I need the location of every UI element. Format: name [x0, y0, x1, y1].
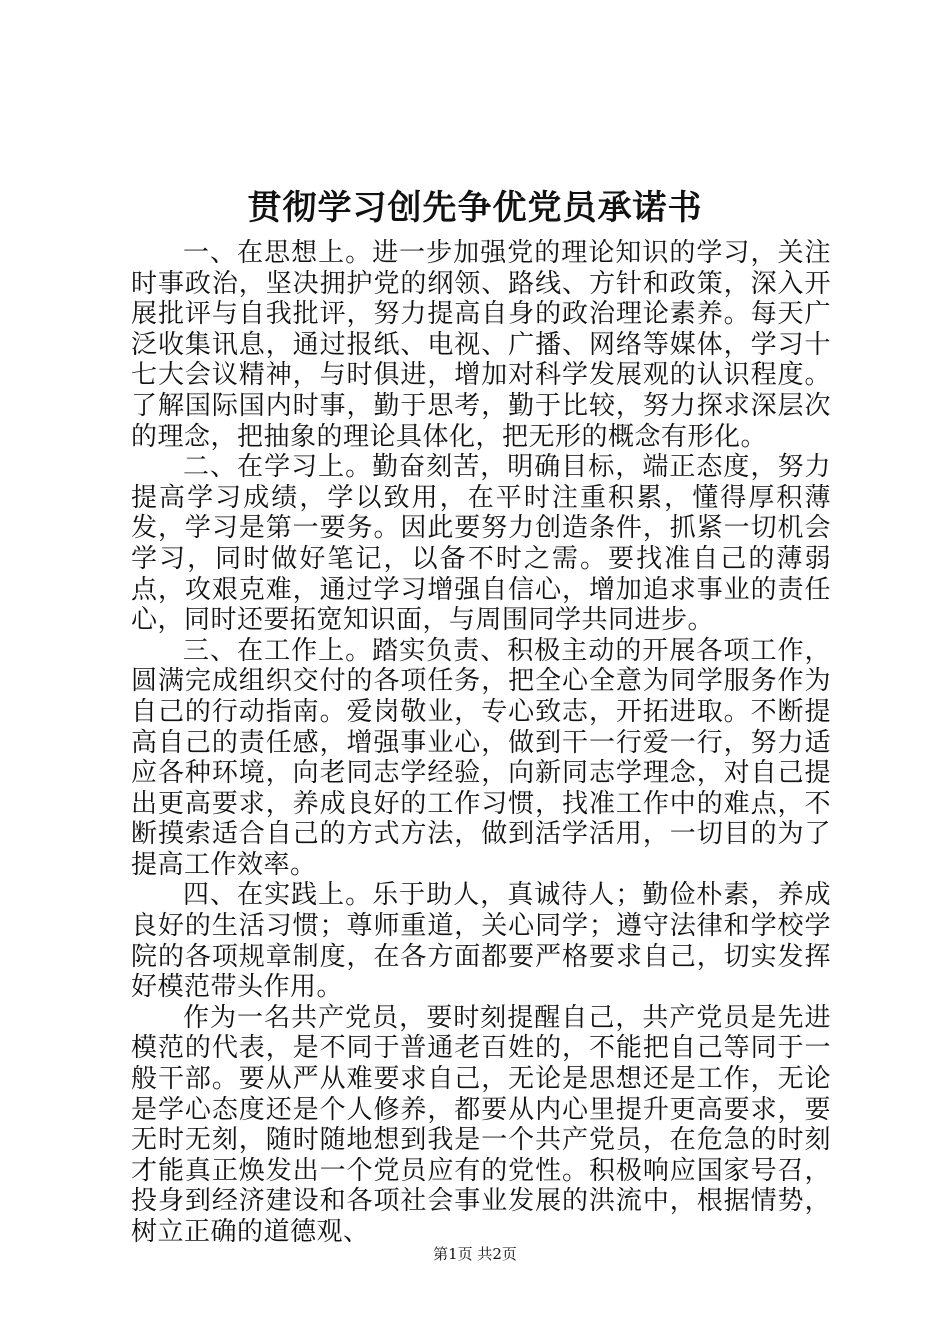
paragraph-thinking: 一、在思想上。进一步加强党的理论知识的学习，关注时事政治，坚决拥护党的纲领、路线、方针和政策，深入开展批评与自我批评，努力提高自身的政治理论素养。每天广泛收集讯息，通过报纸、电视、广播、网络等媒体，学习十七大会议精神，与时俱进，增加对科学发展观的认识程度。了解国际国内时事，勤于思考，勤于比较，努力探求深层次的理念，把抽象的理论具体化，把无形的概念有形化。: [131, 238, 831, 452]
page-footer: 第1页 共2页: [433, 1245, 517, 1263]
page-title: 贯彻学习创先争优党员承诺书: [247, 188, 703, 228]
paragraph-practice: 四、在实践上。乐于助人，真诚待人；勤俭朴素，养成良好的生活习惯；尊师重道，关心同学；遵守法律和学校学院的各项规章制度，在各方面都要严格要求自己，切实发挥好模范带头作用。: [131, 880, 831, 1003]
paragraph-work: 三、在工作上。踏实负责、积极主动的开展各项工作，圆满完成组织交付的各项任务，把全心全意为同学服务作为自己的行动指南。爱岗敬业，专心致志，开拓进取。不断提高自己的责任感，增强事业心，做到干一行爱一行，努力适应各种环境，向老同志学经验，向新同志学理念，对自己提出更高要求，养成良好的工作习惯，找准工作中的难点，不断摸索适合自己的方式方法，做到活学活用，一切目的为了提高工作效率。: [131, 635, 831, 880]
paragraph-study: 二、在学习上。勤奋刻苦，明确目标，端正态度，努力提高学习成绩，学以致用，在平时注重积累，懂得厚积薄发，学习是第一要务。因此要努力创造条件，抓紧一切机会学习，同时做好笔记，以备不时之需。要找准自己的薄弱点，攻艰克难，通过学习增强自信心，增加追求事业的责任心，同时还要拓宽知识面，与周围同学共同进步。: [131, 452, 831, 636]
document-body: [131, 238, 831, 1248]
paragraph-party-member: 作为一名共产党员，要时刻提醒自己，共产党员是先进模范的代表，是不同于普通老百姓的，不能把自己等同于一般干部。要从严从难要求自己，无论是思想还是工作，无论是学心态度还是个人修养，都要从内心里提升更高要求，要无时无刻，随时随地想到我是一个共产党员，在危急的时刻才能真正焕发出一个党员应有的党性。积极响应国家号召，投身到经济建设和各项社会事业发展的洪流中，根据情势，树立正确的道德观、: [131, 1002, 831, 1247]
